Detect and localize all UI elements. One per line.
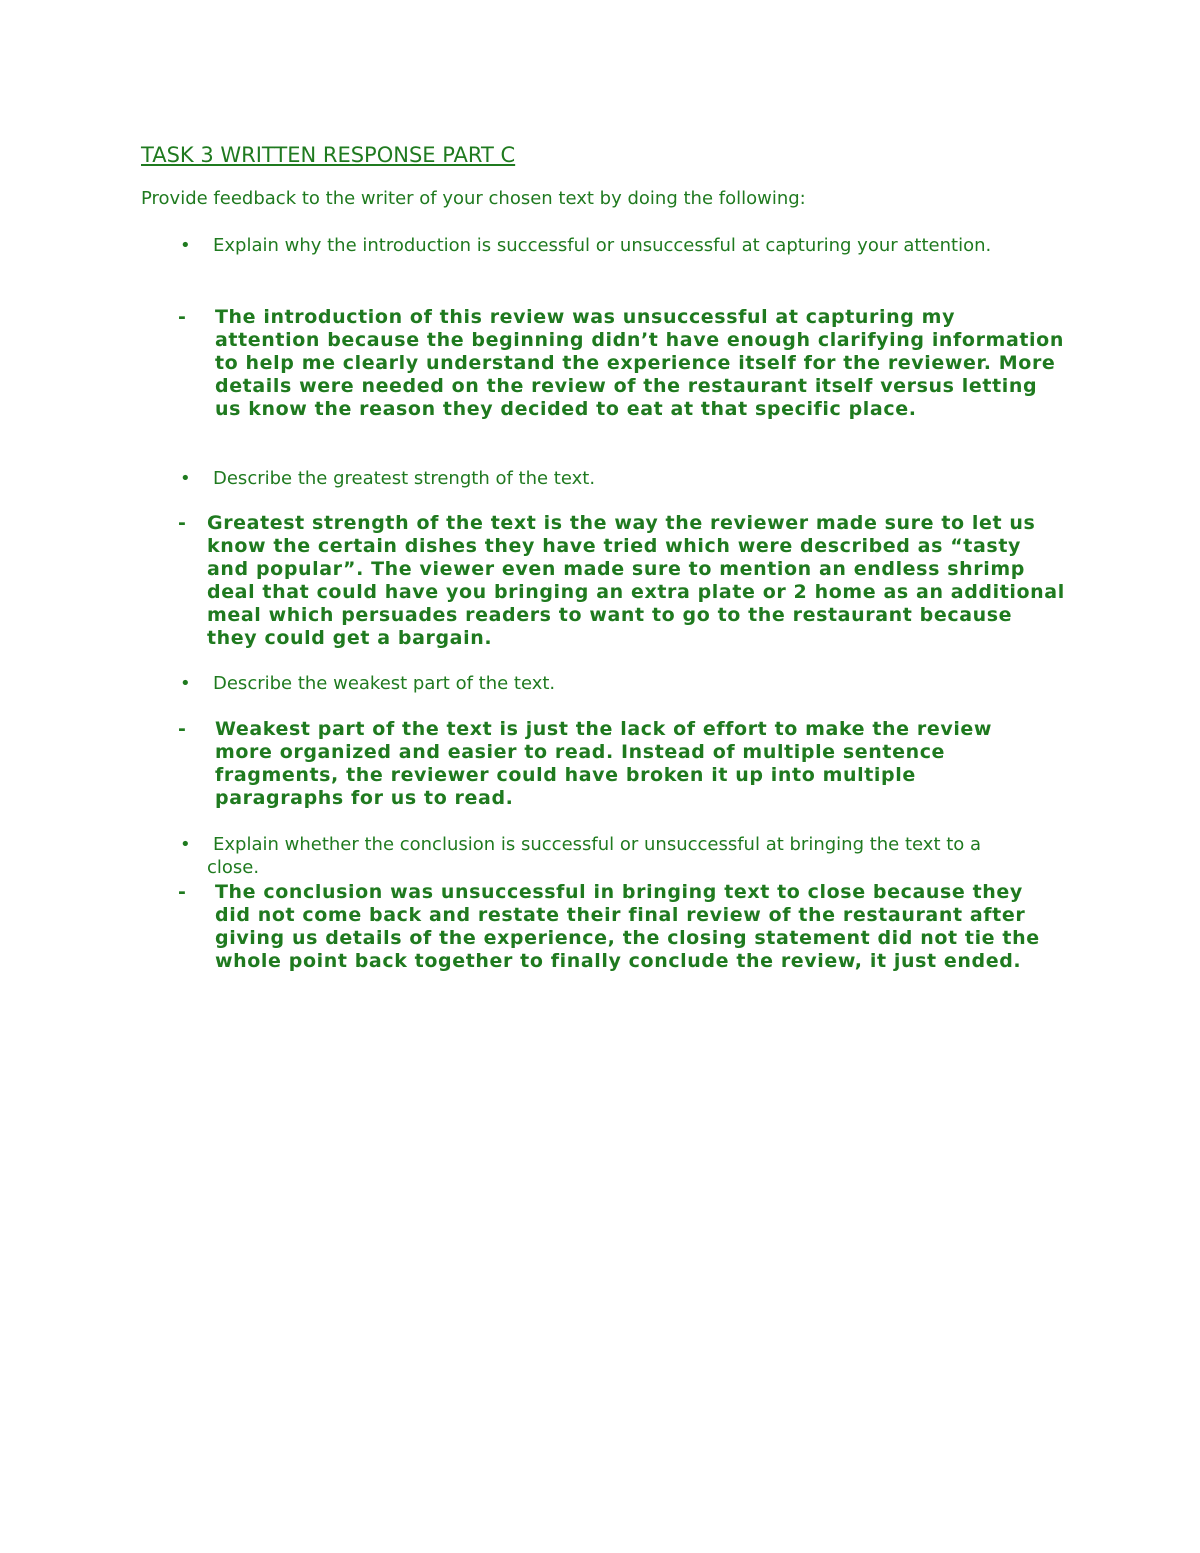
bullet-icon: • bbox=[180, 834, 191, 855]
prompt-conclusion: Explain whether the conclusion is successful or unsuccessful at bringing the text to a close. bbox=[207, 834, 982, 878]
dash-icon: - bbox=[178, 306, 186, 328]
answer-introduction: The introduction of this review was unsuccessful at capturing my attention because the beginning didn’t have enough clarifying information to help me clearly understand the experience itself for the reviewer. More details were needed on the review of the restaurant itself versus letting us know the reason they decided to eat at that specific place. bbox=[215, 306, 1064, 420]
document-title: TASK 3 WRITTEN RESPONSE PART C bbox=[141, 143, 516, 167]
dash-icon: - bbox=[178, 718, 186, 740]
dash-icon: - bbox=[178, 512, 186, 534]
instructions-text: Provide feedback to the writer of your chosen text by doing the following: bbox=[141, 188, 806, 209]
bullet-icon: • bbox=[180, 468, 191, 489]
prompt-introduction: Explain why the introduction is successful or unsuccessful at capturing your attention. bbox=[213, 235, 992, 256]
bullet-icon: • bbox=[180, 673, 191, 694]
answer-conclusion: The conclusion was unsuccessful in bringing text to close because they did not come back and restate their final review of the restaurant after giving us details of the experience, the closing statement did not tie the whole point back together to finally conclude the review, it just ended. bbox=[215, 881, 1040, 972]
answer-greatest-strength: Greatest strength of the text is the way the reviewer made sure to let us know the certain dishes they have tried which were described as “tasty and popular”. The viewer even made sure to mention an endless shrimp deal that could have you bringing an extra plate or 2 home as an additional meal which persuades readers to want to go to the restaurant because they could get a bargain. bbox=[207, 512, 1065, 649]
bullet-icon: • bbox=[180, 235, 191, 256]
prompt-greatest-strength: Describe the greatest strength of the text. bbox=[213, 468, 596, 489]
prompt-weakest-part: Describe the weakest part of the text. bbox=[213, 673, 556, 694]
answer-weakest-part: Weakest part of the text is just the lack of effort to make the review more organized and easier to read. Instead of multiple sentence fragments, the reviewer could have broken it up into multiple paragraphs for us to read. bbox=[215, 718, 993, 809]
dash-icon: - bbox=[178, 881, 186, 903]
